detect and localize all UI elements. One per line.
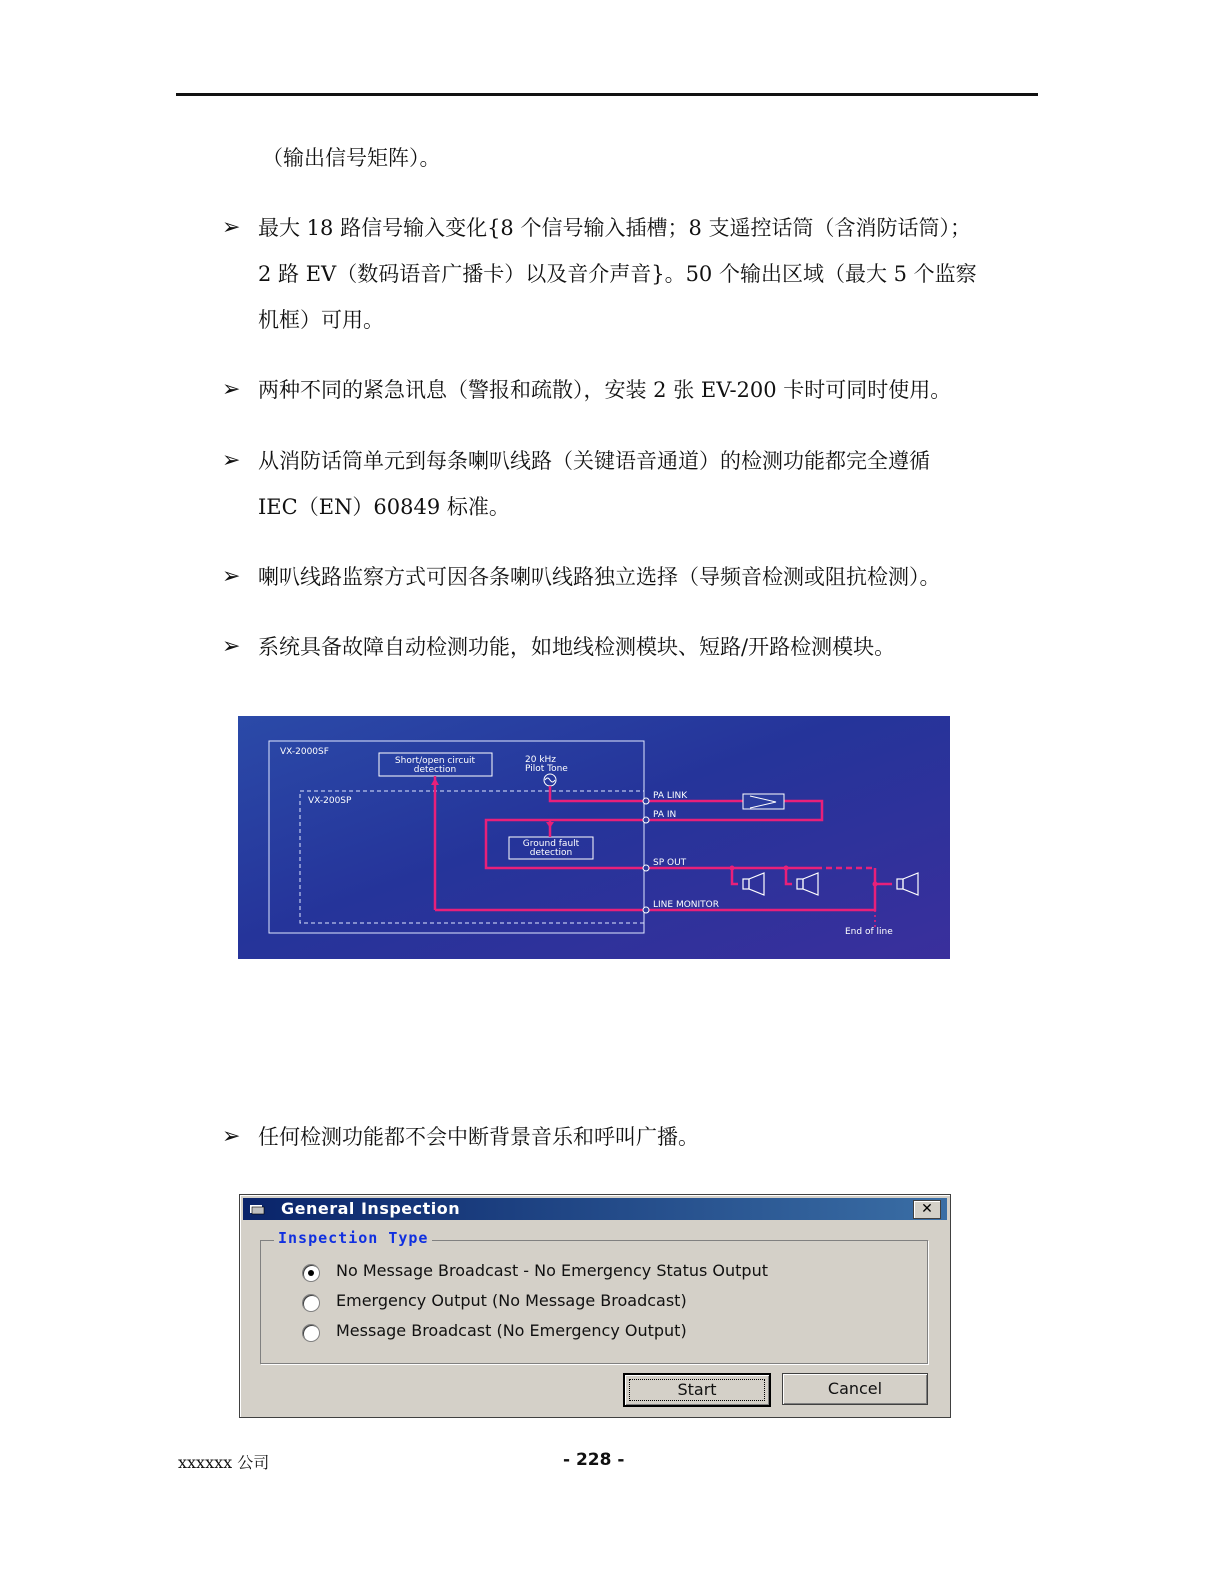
- inner-label: VX-200SP: [308, 796, 352, 806]
- sine-wave-icon: [545, 778, 555, 782]
- intro-line: （输出信号矩阵）。: [262, 146, 441, 170]
- radio-button[interactable]: [302, 1264, 320, 1282]
- spk3-feed: [875, 868, 892, 884]
- spk1-feed: [732, 868, 738, 884]
- bullet-6-line-1: 任何检测功能都不会中断背景音乐和呼叫广播。: [258, 1125, 699, 1149]
- bullet-3-line-2: IEC（EN）60849 标准。: [258, 495, 510, 519]
- monitor-arrow-icon: [431, 778, 439, 785]
- bullet-3: [258, 438, 1048, 530]
- cancel-button[interactable]: [782, 1373, 928, 1405]
- start-button[interactable]: [623, 1373, 771, 1407]
- bullet-marker: ➢: [222, 1124, 241, 1149]
- general-inspection-dialog: [239, 1194, 951, 1418]
- diagram-svg: [238, 716, 950, 959]
- bullet-marker: ➢: [222, 377, 241, 402]
- group-title: Inspection Type: [274, 1229, 432, 1247]
- supervision-diagram: [238, 716, 950, 959]
- junction-dots: [643, 798, 878, 913]
- bullet-4-line-1: 喇叭线路监察方式可因各条喇叭线路独立选择（导频音检测或阻抗检测）。: [258, 565, 941, 589]
- pilot-line-1: 20 kHz: [525, 755, 557, 765]
- bullet-marker: ➢: [222, 215, 241, 240]
- bullet-2-line-1: 两种不同的紧急讯息（警报和疏散），安装 2 张 EV-200 卡时可同时使用。: [258, 378, 952, 402]
- ground-line-2: detection: [529, 848, 573, 858]
- bullet-marker: ➢: [222, 448, 241, 473]
- short-open-line-1: Short/open circuit: [394, 756, 476, 766]
- bullet-1-line-1: 最大 18 路信号输入变化{8 个信号输入插槽；8 支遥控话筒（含消防话筒）；: [258, 216, 972, 240]
- pa-link-label: PA LINK: [653, 791, 688, 801]
- short-open-line-2: detection: [413, 765, 457, 775]
- inner-frame: [300, 791, 644, 923]
- page-number: - 228 -: [563, 1450, 625, 1470]
- header-rule: [176, 93, 1038, 96]
- bullet-1-line-2: 2 路 EV（数码语音广播卡）以及音介声音}。50 个输出区域（最大 5 个监察: [258, 262, 977, 286]
- pilot-line-2: Pilot Tone: [525, 764, 568, 774]
- line-monitor-label: LINE MONITOR: [653, 900, 720, 910]
- dialog-title: General Inspection: [281, 1199, 461, 1218]
- close-button[interactable]: [913, 1200, 941, 1219]
- speaker-icon: [743, 873, 764, 895]
- dialog-titlebar[interactable]: [243, 1198, 947, 1220]
- ground-arrow-icon: [546, 822, 554, 828]
- option-label[interactable]: Message Broadcast (No Emergency Output): [336, 1321, 687, 1340]
- close-icon: ✕: [921, 1201, 933, 1217]
- bullet-3-line-1: 从消防话筒单元到每条喇叭线路（关键语音通道）的检测功能都完全遵循: [258, 449, 930, 473]
- sp-out-label: SP OUT: [653, 858, 687, 868]
- outer-label: VX-2000SF: [280, 747, 329, 757]
- amplifier-icon: [743, 794, 784, 809]
- bullet-marker: ➢: [222, 564, 241, 589]
- ground-line-1: Ground fault: [522, 839, 580, 849]
- end-of-line-label: End of line: [845, 927, 893, 937]
- option-label[interactable]: No Message Broadcast - No Emergency Status Output: [336, 1261, 768, 1280]
- bullet-5: [258, 624, 1048, 670]
- bullet-1-line-3: 机框）可用。: [258, 308, 384, 332]
- footer-company: xxxxxx 公司: [178, 1453, 270, 1472]
- app-icon: [249, 1203, 265, 1215]
- radio-button[interactable]: [302, 1324, 320, 1342]
- bullet-6: [258, 1114, 1048, 1160]
- bullet-marker: ➢: [222, 634, 241, 659]
- bullet-1: [258, 205, 1048, 343]
- spk2-feed: [786, 868, 792, 884]
- pa-in-label: PA IN: [653, 810, 677, 820]
- start-label: Start: [677, 1380, 717, 1399]
- radio-button[interactable]: [302, 1294, 320, 1312]
- focus-rect: [629, 1379, 765, 1401]
- speaker-icon: [797, 873, 818, 895]
- cancel-label: Cancel: [827, 1379, 883, 1398]
- bullet-5-line-1: 系统具备故障自动检测功能，如地线检测模块、短路/开路检测模块。: [258, 635, 896, 659]
- radio-selected-dot: [308, 1270, 314, 1276]
- option-label[interactable]: Emergency Output (No Message Broadcast): [336, 1291, 687, 1310]
- bullet-4: [258, 554, 1048, 600]
- speaker-icon: [897, 873, 918, 895]
- bullet-2: [258, 367, 1048, 413]
